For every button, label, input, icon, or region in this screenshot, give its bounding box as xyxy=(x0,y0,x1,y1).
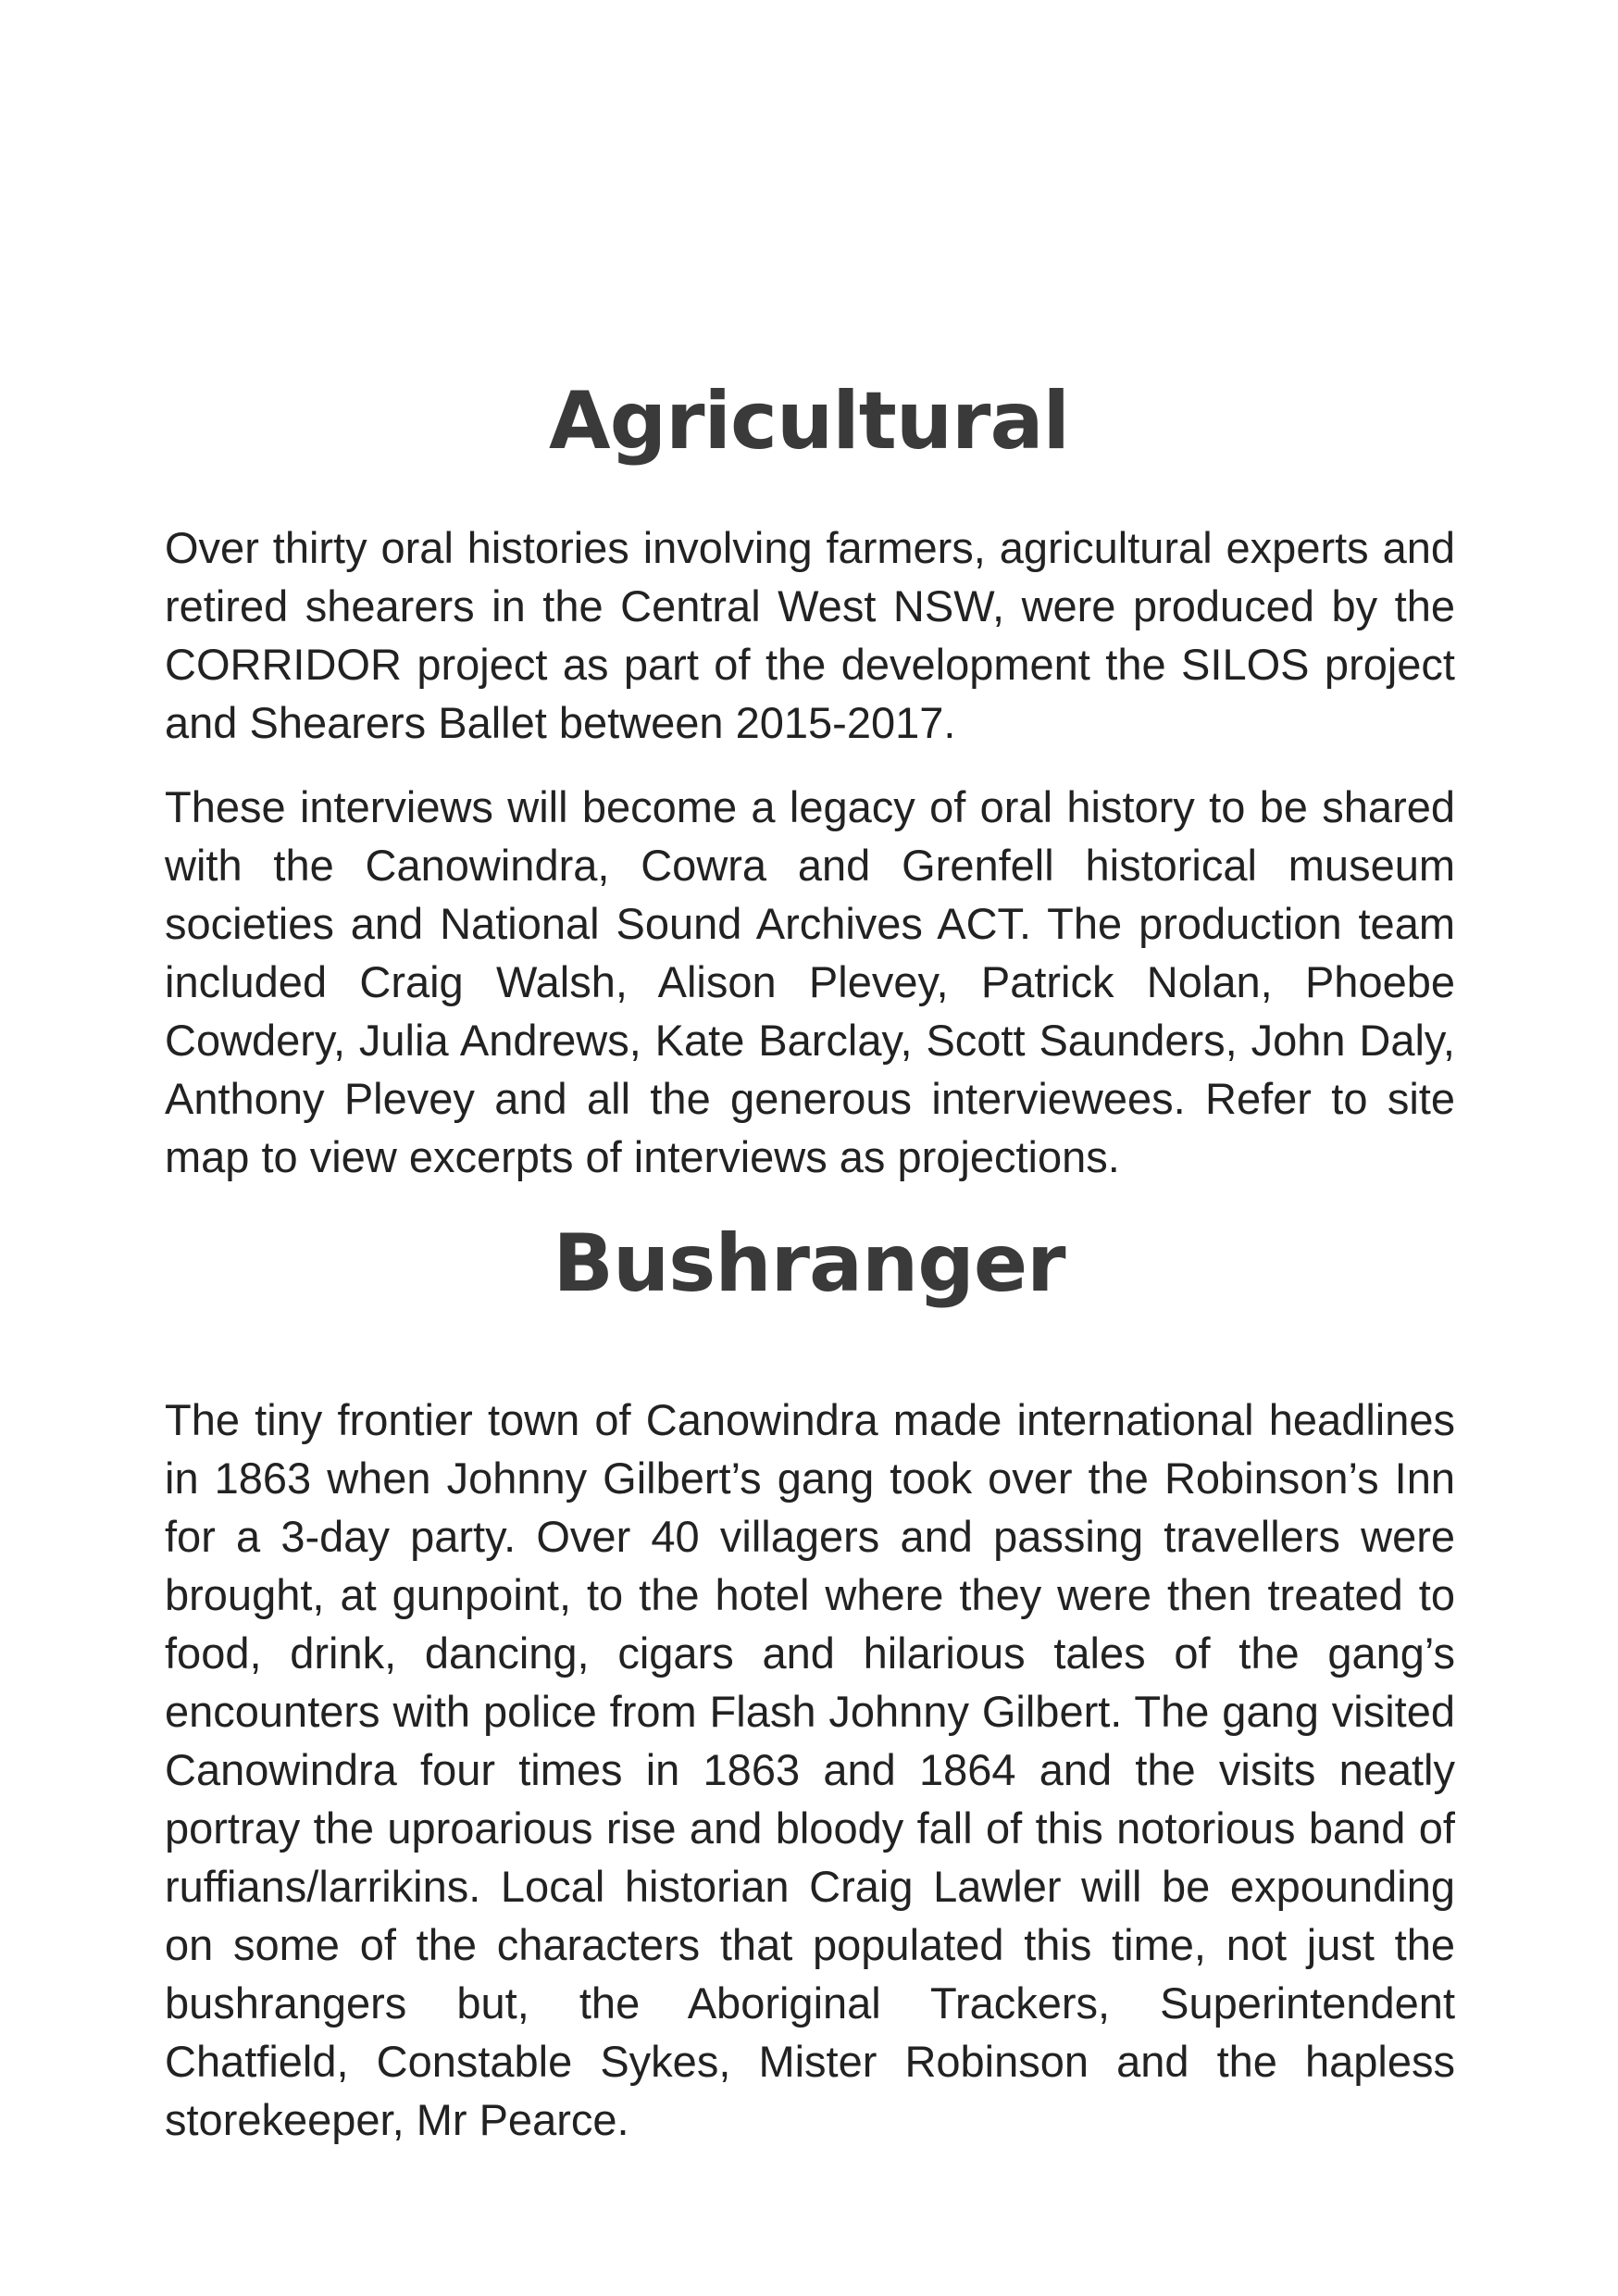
paragraph-agricultural-intro: Over thirty oral histories involving farmers, agricultural experts and retired shearers in the Central West NSW, were produced by the CORRIDOR project as part of the development the SILOS project and Shearers Ballet between 2015-2017. xyxy=(165,523,1455,747)
section-title-bushranger: Bushranger xyxy=(553,1217,1065,1310)
section-title-agricultural: Agricultural xyxy=(549,375,1069,468)
paragraph-agricultural-interviews: These interviews will become a legacy of oral history to be shared with the Canowindra, Cowra and Grenfell historical museum societies and National Sound Archives ACT. The production team included Craig Walsh, Alison Plevey, Patrick Nolan, Phoebe Cowdery, Julia Andrews, Kate Barclay, Scott Saunders, John Daly, Anthony Plevey and all the generous interviewees. Refer to site map to view excerpts of interviews as projections. xyxy=(165,782,1455,1181)
paragraph-bushranger-history: The tiny frontier town of Canowindra made international headlines in 1863 when Johnny Gilbert’s gang took over the Robinson’s Inn for a 3-day party. Over 40 villagers and passing travellers were brought, at gunpoint, to the hotel where they were then treated to food, drink, dancing, cigars and hilarious tales of the gang’s encounters with police from Flash Johnny Gilbert. The gang visited Canowindra four times in 1863 and 1864 and the visits neatly portray the uproarious rise and bloody fall of this notorious band of ruffians/larrikins. Local historian Craig Lawler will be expounding on some of the characters that populated this time, not just the bushrangers but, the Aboriginal Trackers, Superintendent Chatfield, Constable Sykes, Mister Robinson and the hapless storekeeper, Mr Pearce. xyxy=(165,1395,1455,2144)
